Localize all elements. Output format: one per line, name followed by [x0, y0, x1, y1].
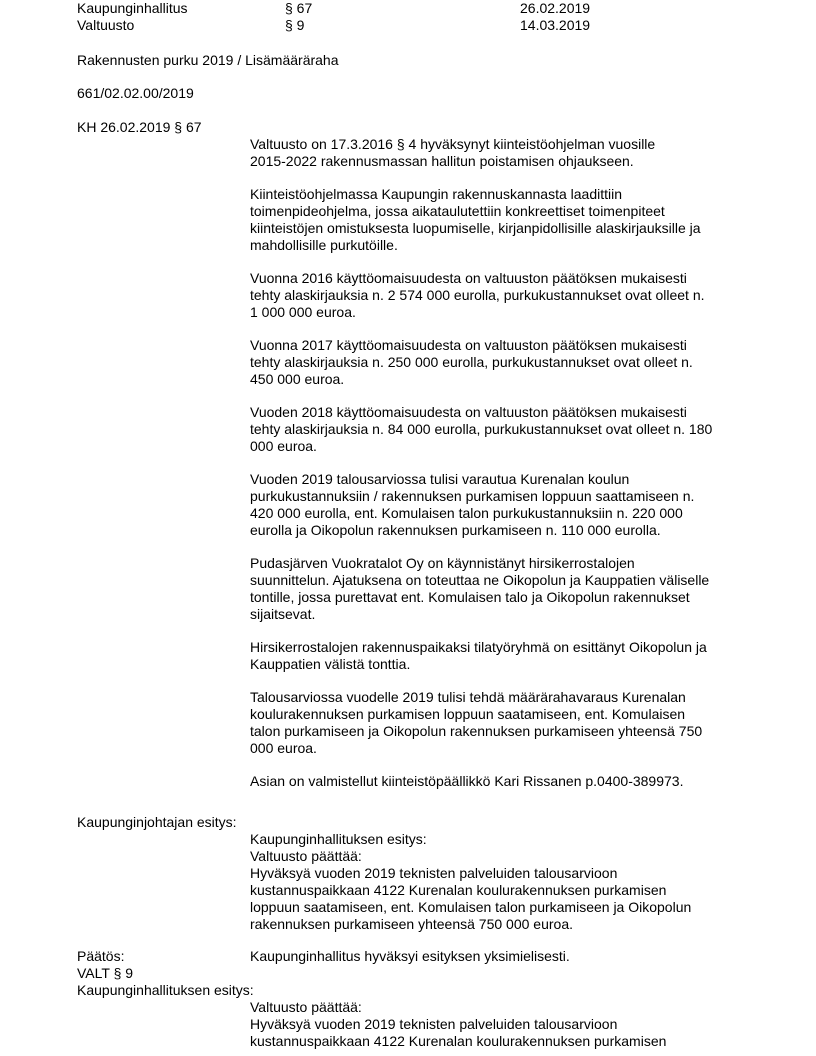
header-row-date-1: 26.02.2019 [520, 0, 591, 16]
proposal-label: Kaupunginjohtajan esitys: [77, 814, 237, 830]
council-proposal-text: Valtuusto päättää: Hyväksyä vuoden 2019 teknisten palveluiden talousarvioon kustannuspaikkaan 4122 Kurenalan koulurakennuksen purkamisen [250, 999, 667, 1049]
decision-label: Päätös: [77, 948, 125, 964]
body-text [250, 136, 770, 806]
paragraph: Hirsikerrostalojen rakennuspaikaksi tilatyöryhmä on esittänyt Oikopolun ja Kauppatien välistä tonttia. [250, 639, 707, 672]
paragraph: Vuoden 2019 talousarviossa tulisi varautua Kurenalan koulun purkukustannuksiin / rakennuksen purkamisen loppuun saattamiseen n. 420 000 eurolla, ent. Komulaisen talon purkukustannuksiin n. 220 000 eurolla ja Oikopolun rakennuksen purkamiseen n. 110 000 eurolla. [250, 471, 695, 538]
valt-reference: VALT § 9 [77, 965, 134, 981]
paragraph: Kiinteistöohjelmassa Kaupungin rakennuskannasta laadittiin toimenpideohjelma, jossa aikataulutettiin konkreettiset toimenpiteet kiinteistöjen omistuksesta luopumiselle, kirjanpidollisille alaskirjauksille ja mahdollisille purkutöille. [250, 186, 701, 253]
paragraph: Vuonna 2016 käyttöomaisuudesta on valtuuston päätöksen mukaisesti tehty alaskirjauksia n. 2 574 000 eurolla, purkukustannukset ovat olleet n. 1 000 000 euroa. [250, 270, 705, 320]
decision-text: Kaupunginhallitus hyväksyi esityksen yksimielisesti. [250, 948, 570, 964]
record-number: 661/02.02.00/2019 [77, 85, 194, 101]
paragraph: Vuoden 2018 käyttöomaisuudesta on valtuuston päätöksen mukaisesti tehty alaskirjauksia n. 84 000 eurolla, purkukustannukset ovat olleet n. 180 000 euroa. [250, 404, 713, 454]
proposal-text: Kaupunginhallituksen esitys: Valtuusto päättää: Hyväksyä vuoden 2019 teknisten palveluiden talousarvioon kustannuspaikkaan 4122 Kurenalan koulurakennuksen purkamisen loppuun saatamiseen, ent. Komulaisen talon purkamiseen ja Oikopolun rakennuksen purkamiseen yhteensä 750 000 euroa. [250, 831, 692, 932]
paragraph: Valtuusto on 17.3.2016 § 4 hyväksynyt kiinteistöohjelman vuosille 2015-2022 rakennusmassan hallitun poistamisen ohjaukseen. [250, 136, 656, 169]
header-row-section-1: § 67 [285, 0, 313, 16]
council-proposal-label: Kaupunginhallituksen esitys: [77, 982, 254, 998]
paragraph: Asian on valmistellut kiinteistöpäällikkö Kari Rissanen p.0400-389973. [250, 773, 684, 789]
paragraph: Talousarviossa vuodelle 2019 tulisi tehdä määrärahavaraus Kurenalan koulurakennuksen purkamisen loppuun saatamiseen, ent. Komulaisen talon purkamiseen ja Oikopolun rakennuksen purkamiseen yhteensä 750 000 euroa. [250, 689, 703, 756]
document-title: Rakennusten purku 2019 / Lisämääräraha [77, 52, 339, 68]
paragraph: Vuonna 2017 käyttöomaisuudesta on valtuuston päätöksen mukaisesti tehty alaskirjauksia n. 250 000 eurolla, purkukustannukset ovat olleet n. 450 000 euroa. [250, 337, 693, 387]
header-row-section-2: § 9 [285, 17, 305, 33]
header-row-body-2: Valtuusto [77, 17, 135, 33]
header-row-date-2: 14.03.2019 [520, 17, 591, 33]
header-row-body-1: Kaupunginhallitus [77, 0, 188, 16]
paragraph: Pudasjärven Vuokratalot Oy on käynnistänyt hirsikerrostalojen suunnittelun. Ajatuksena on toteuttaa ne Oikopolun ja Kauppatien väliselle tontille, jossa purettavat ent. Komulaisen talo ja Oikopolun rakennukset sijaitsevat. [250, 555, 710, 622]
kh-reference: KH 26.02.2019 § 67 [77, 119, 202, 135]
